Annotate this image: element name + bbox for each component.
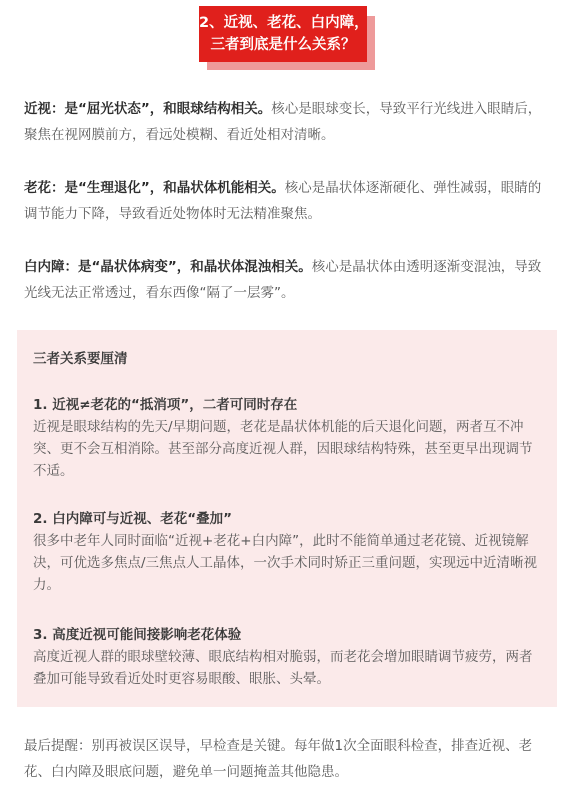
presbyopia-paragraph <box>24 175 544 227</box>
section-title <box>199 6 367 62</box>
cataract-paragraph <box>24 254 544 306</box>
final-reminder: 最后提醒：别再被误区误导，早检查是关键。每年做1次全面眼科检查，排查近视、老花、白内障及眼底问题，避免单一问题掩盖其他隐患。 <box>24 738 533 780</box>
myopia-paragraph <box>24 96 544 148</box>
title-line-1: 2、近视、老花、白内障， <box>199 15 369 31</box>
panel-title: 三者关系要厘清 <box>33 351 128 367</box>
presbyopia-body: 核心是晶状体逐渐硬化、弹性减弱，眼睛的调节能力下降，导致看近处物体时无法精准聚焦。 <box>24 180 542 222</box>
panel-item-body: 很多中老年人同时面临“近视+老花+白内障”，此时不能简单通过老花镜、近视镜解决，可优选多焦点/三焦点人工晶体，一次手术同时矫正三重问题，实现远中近清晰视力。 <box>33 533 538 593</box>
myopia-body: 核心是眼球变长，导致平行光线进入眼睛后，聚焦在视网膜前方，看远处模糊、看近处相对清晰。 <box>24 101 542 143</box>
title-line-2: 三者到底是什么关系？ <box>210 37 356 53</box>
panel-item-body: 高度近视人群的眼球壁较薄、眼底结构相对脆弱，而老花会增加眼睛调节疲劳，两者叠加可能导致看近处时更容易眼酸、眼胀、头晕。 <box>33 649 533 687</box>
section-title-banner <box>199 6 375 70</box>
panel-item-body: 近视是眼球结构的先天/早期问题，老花是晶状体机能的后天退化问题，两者互不冲突、更不会互相消除。甚至部分高度近视人群，因眼球结构特殊，甚至更早出现调节不适。 <box>33 419 533 479</box>
panel-item-heading: 2. 白内障可与近视、老花“叠加” <box>33 511 232 527</box>
panel-item-heading: 3. 高度近视可能间接影响老花体验 <box>33 627 242 643</box>
presbyopia-heading: 老花：是“生理退化”，和晶状体机能相关。 <box>24 180 285 196</box>
panel-item-heading: 1. 近视≠老花的“抵消项”，二者可同时存在 <box>33 397 298 413</box>
cataract-body: 核心是晶状体由透明逐渐变混浊，导致光线无法正常透过，看东西像“隔了一层雾”。 <box>24 259 542 301</box>
cataract-heading: 白内障：是“晶状体病变”，和晶状体混浊相关。 <box>24 259 312 275</box>
relationship-panel <box>17 330 557 707</box>
myopia-heading: 近视：是“屈光状态”，和眼球结构相关。 <box>24 101 272 117</box>
